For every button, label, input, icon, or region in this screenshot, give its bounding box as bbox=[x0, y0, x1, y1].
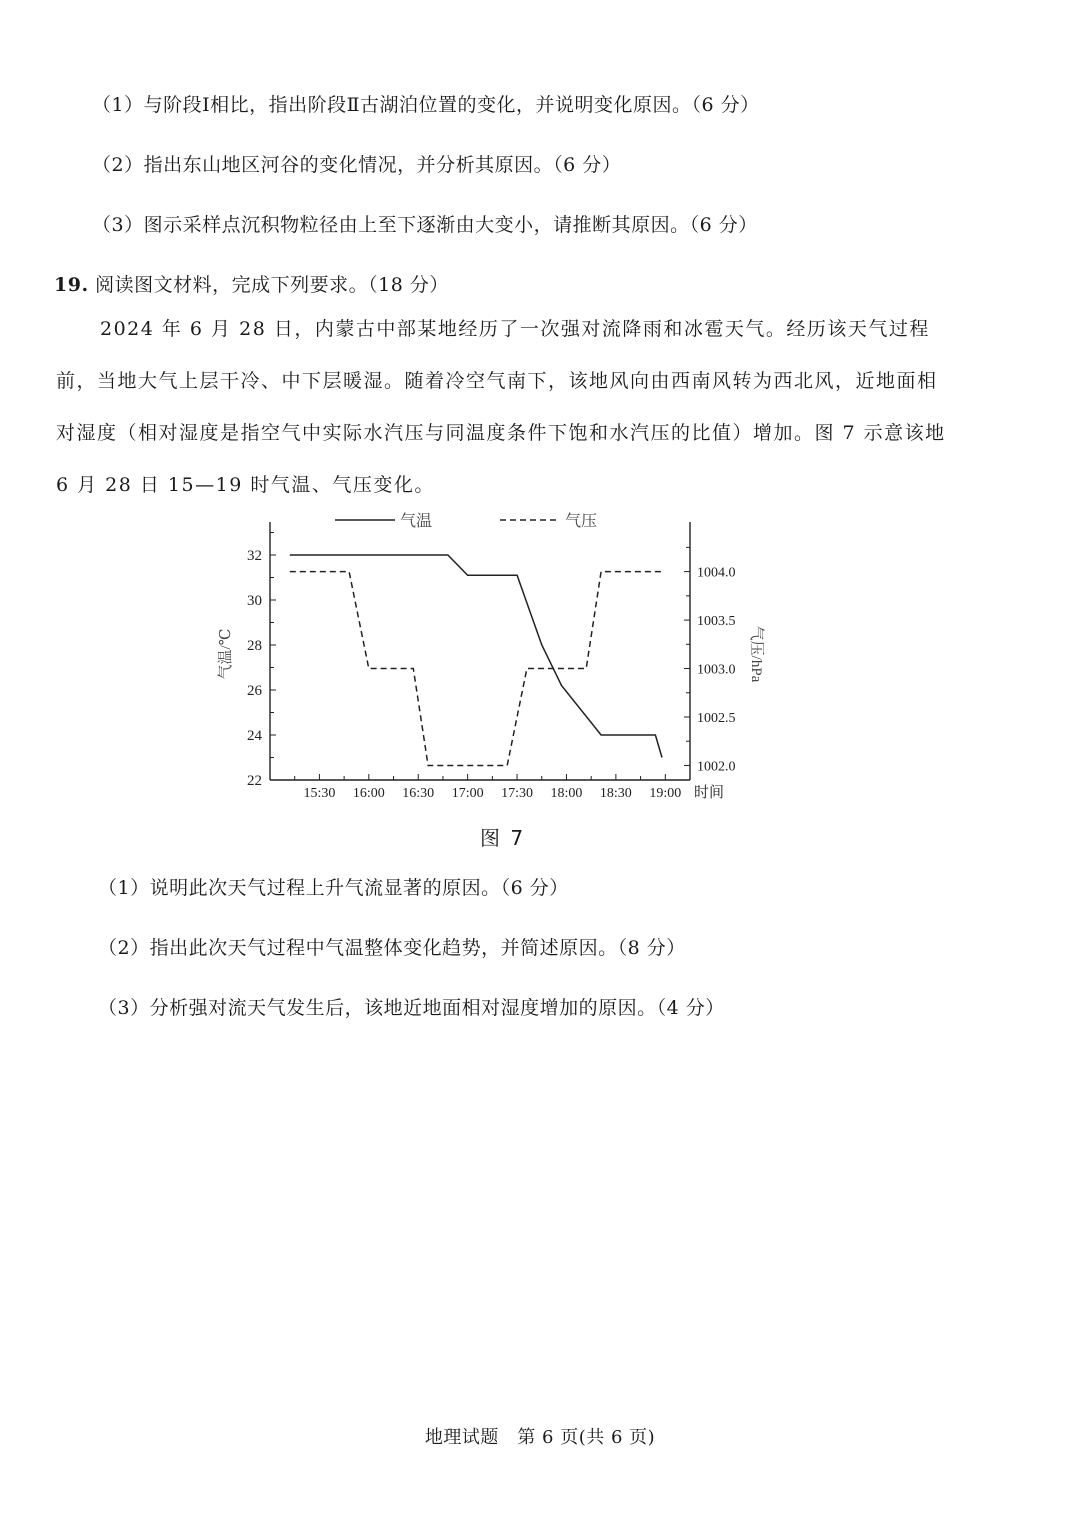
figure-7-chart bbox=[210, 508, 770, 808]
left-tick-label: 30 bbox=[247, 593, 262, 609]
chart-series bbox=[290, 555, 662, 766]
left-tick-label: 24 bbox=[247, 728, 262, 744]
temperature-line bbox=[290, 555, 662, 758]
x-tick-label: 18:00 bbox=[550, 786, 583, 801]
right-tick-label: 1003.0 bbox=[697, 662, 736, 678]
paragraph-text: 2024 年 6 月 28 日，内蒙古中部某地经历了一次强对流降雨和冰雹天气。经历该天气过程前，当地大气上层干冷、中下层暖湿。随着冷空气南下，该地风向由西南风转为西北风，近地面相对湿度（相对湿度是指空气中实际水汽压与同温度条件下饱和水汽压的比值）增加。图 7 示意该地 6 月 28 日 15—19 时气温、气压变化。 bbox=[56, 318, 946, 496]
legend-temperature-label: 气温 bbox=[400, 513, 433, 530]
x-tick-label: 18:30 bbox=[599, 786, 632, 801]
prev-subquestion-1: （1）与阶段Ⅰ相比，指出阶段Ⅱ古湖泊位置的变化，并说明变化原因。（6 分） bbox=[92, 94, 760, 116]
x-axis-label: 时间 bbox=[694, 785, 725, 801]
pressure-line bbox=[290, 572, 662, 766]
legend-pressure-label: 气压 bbox=[565, 513, 598, 530]
x-tick-label: 19:00 bbox=[649, 786, 682, 801]
right-tick-label: 1002.5 bbox=[697, 711, 736, 726]
figure-caption: 图 7 bbox=[480, 826, 526, 850]
right-tick-label: 1004.0 bbox=[697, 565, 736, 581]
left-tick-label: 22 bbox=[247, 773, 262, 789]
x-tick-label: 16:00 bbox=[352, 786, 385, 801]
left-tick-label: 26 bbox=[247, 683, 262, 699]
question-number: 19. bbox=[54, 274, 89, 296]
subquestion-3: （3）分析强对流天气发生后，该地近地面相对湿度增加的原因。（4 分） bbox=[98, 997, 725, 1019]
right-tick-label: 1003.5 bbox=[697, 614, 736, 630]
prev-subquestion-3: （3）图示采样点沉积物粒径由上至下逐渐由大变小，请推断其原因。（6 分） bbox=[92, 214, 758, 236]
x-tick-label: 17:00 bbox=[451, 786, 484, 801]
x-tick-label: 16:30 bbox=[402, 786, 435, 801]
question-heading-text: 阅读图文材料，完成下列要求。（18 分） bbox=[95, 274, 449, 296]
left-tick-label: 32 bbox=[247, 548, 262, 564]
subquestion-2: （2）指出此次天气过程中气温整体变化趋势，并简述原因。（8 分） bbox=[98, 937, 686, 959]
subquestion-1: （1）说明此次天气过程上升气流显著的原因。（6 分） bbox=[98, 877, 569, 899]
chart-axes bbox=[217, 522, 765, 801]
prev-subquestion-2: （2）指出东山地区河谷的变化情况，并分析其原因。（6 分） bbox=[92, 154, 622, 176]
left-tick-label: 28 bbox=[247, 638, 262, 654]
x-tick-label: 15:30 bbox=[303, 786, 336, 801]
question-19-heading bbox=[54, 270, 449, 297]
material-paragraph bbox=[56, 303, 946, 511]
left-axis-label: 气温/℃ bbox=[218, 628, 234, 680]
page-footer: 地理试题 第 6 页(共 6 页) bbox=[424, 1427, 656, 1448]
x-tick-label: 17:30 bbox=[501, 786, 534, 801]
right-tick-label: 1002.0 bbox=[697, 759, 736, 775]
chart-legend bbox=[335, 512, 597, 530]
right-axis-label: 气压/hPa bbox=[748, 625, 764, 683]
